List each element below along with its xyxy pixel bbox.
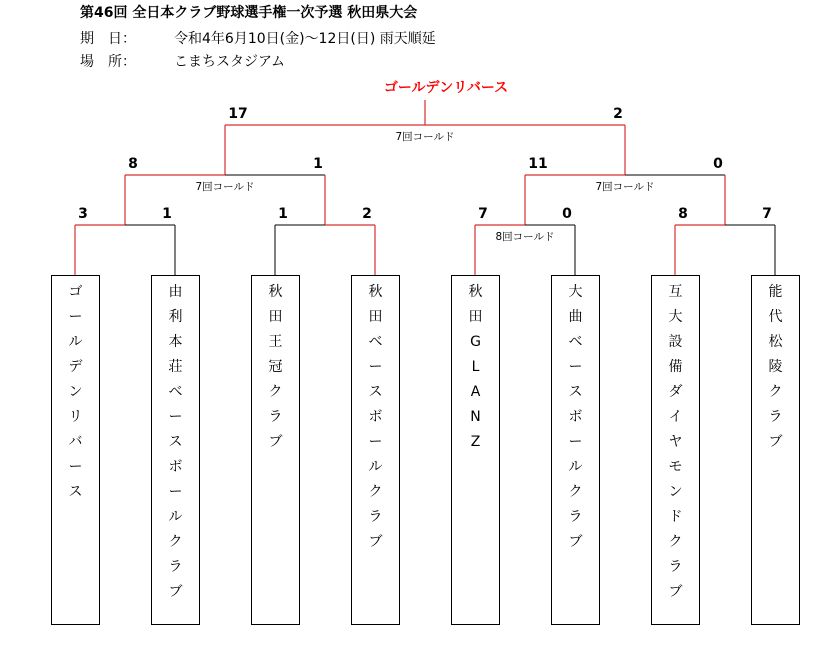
venue-value: こまちスタジアム <box>174 54 286 70</box>
date-label: 期 日： <box>80 31 136 47</box>
team-name: 由利本荘ベースボールクラブ <box>168 284 183 600</box>
r1m2-score-left: 1 <box>278 206 288 222</box>
r1m2-score-right: 2 <box>362 206 372 222</box>
team-name: 秋田王冠クラブ <box>268 284 283 450</box>
r1m3-score-left: 7 <box>478 206 488 222</box>
team-box <box>651 275 700 625</box>
r1m1-score-left: 3 <box>78 206 88 222</box>
final-score-left: 17 <box>228 106 248 122</box>
semi2-score-right: 0 <box>713 156 723 172</box>
r1m3-note: 8回コールド <box>495 231 555 243</box>
final-score-right: 2 <box>613 106 623 122</box>
final-note: 7回コールド <box>395 131 455 143</box>
venue-label: 場 所： <box>80 54 136 70</box>
page-title: 第46回 全日本クラブ野球選手権一次予選 秋田県大会 <box>80 5 418 21</box>
semi1-note: 7回コールド <box>195 181 255 193</box>
semi2-note: 7回コールド <box>595 181 655 193</box>
r1m3-score-right: 0 <box>562 206 572 222</box>
team-box <box>551 275 600 625</box>
team-box <box>351 275 400 625</box>
champion-name: ゴールデンリバース <box>383 80 509 96</box>
semi1-score-left: 8 <box>128 156 138 172</box>
team-name: 互大設備ダイヤモンドクラブ <box>668 284 683 600</box>
team-box <box>451 275 500 625</box>
team-box <box>751 275 800 625</box>
date-value: 令和4年6月10日(金)～12日(日) 雨天順延 <box>174 31 436 47</box>
team-name: 大曲ベースボールクラブ <box>568 284 583 550</box>
team-box <box>51 275 100 625</box>
r1m4-score-right: 7 <box>762 206 772 222</box>
r1m1-score-right: 1 <box>162 206 172 222</box>
team-box <box>151 275 200 625</box>
semi1-score-right: 1 <box>313 156 323 172</box>
team-box <box>251 275 300 625</box>
semi2-score-left: 11 <box>528 156 548 172</box>
team-name: ゴールデンリバース <box>68 284 83 500</box>
team-name: 秋田GLANZ <box>468 284 483 450</box>
r1m4-score-left: 8 <box>678 206 688 222</box>
team-name: 秋田ベースボールクラブ <box>368 284 383 550</box>
team-name: 能代松陵クラブ <box>768 284 783 450</box>
